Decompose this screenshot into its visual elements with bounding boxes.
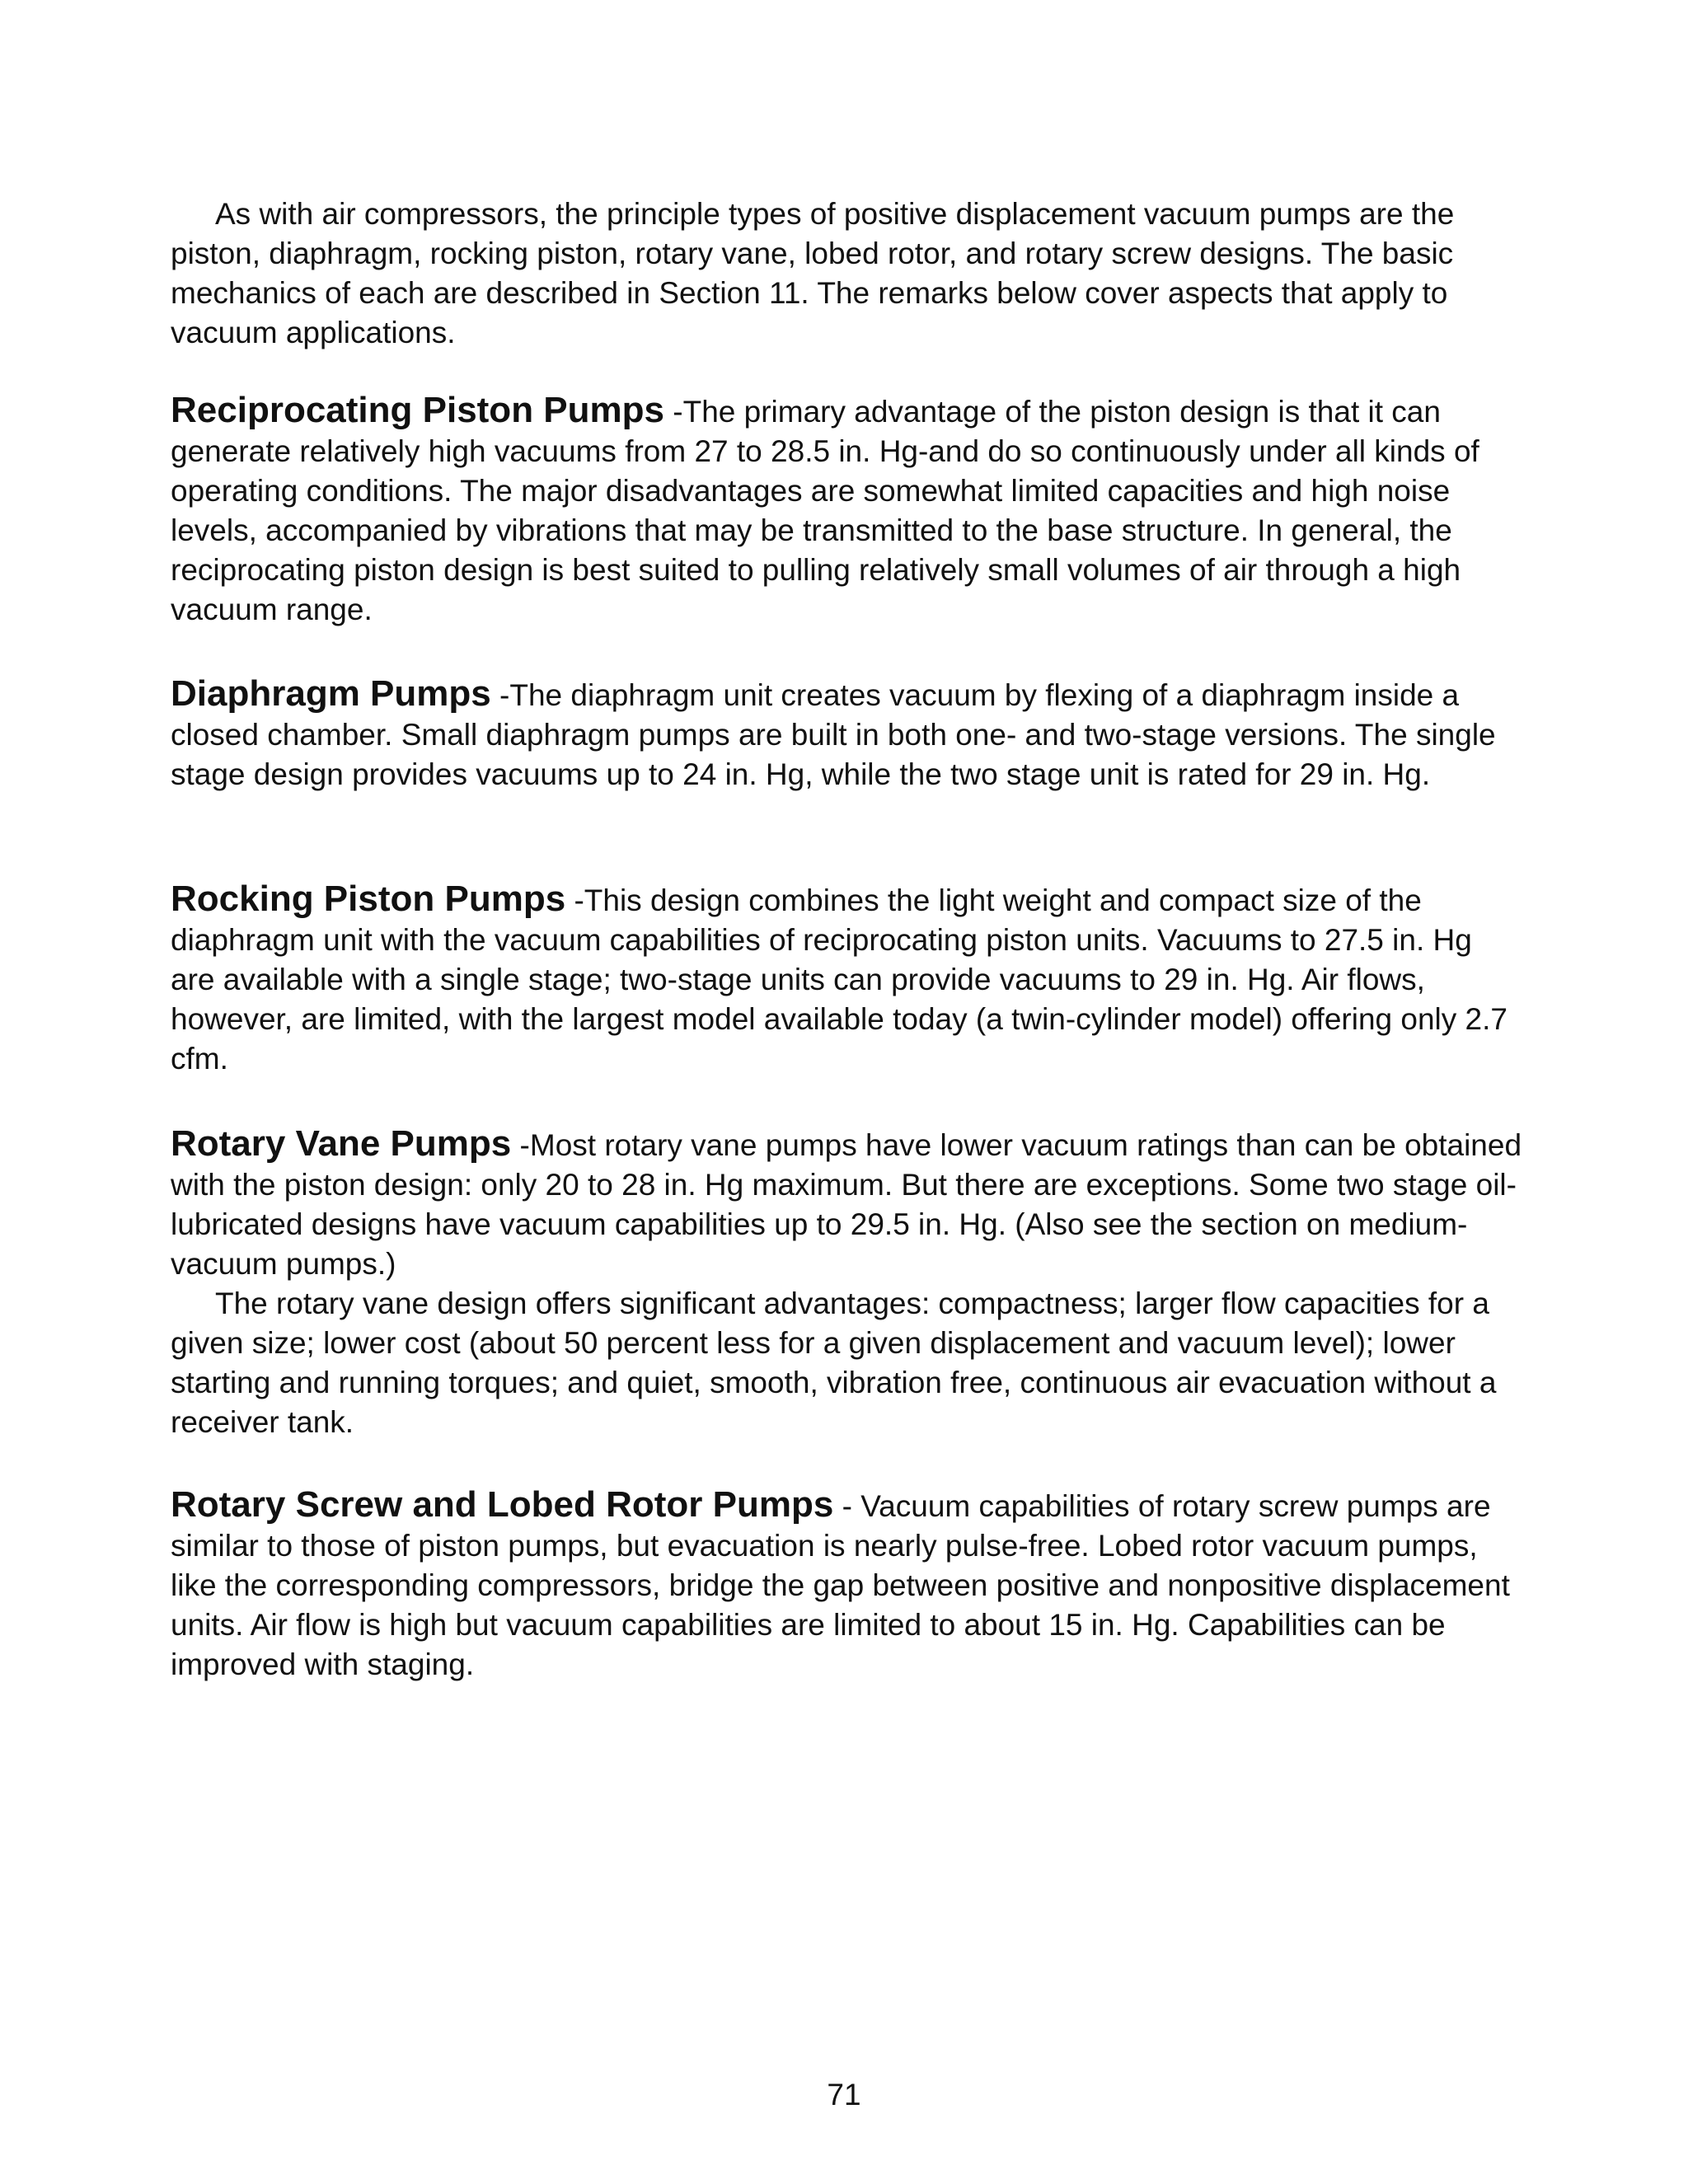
section-text: -The primary advantage of the piston design is that it can generate relatively high vacuums from 27 to 28.5 in. Hg-and do so continuously under all kinds of operating conditions. The major disadvantages are somewhat limited capacities and high noise levels, accompanied by vibrations that may be transmitted to the base structure. In general, the reciprocating piston design is best suited to pulling relatively small volumes of air through a high vacuum range. [171, 395, 1479, 626]
section-second-paragraph: The rotary vane design offers significant advantages: compactness; larger flow capacities for a given size; lower cost (about 50 percent less for a given displacement and vacuum level); lower starting and running torques; and quiet, smooth, vibration free, continuous air evacuation without a receiver tank. [171, 1286, 1497, 1439]
section-heading: Diaphragm Pumps [171, 673, 491, 714]
section-heading: Rocking Piston Pumps [171, 879, 566, 919]
page-number: 71 [827, 2078, 861, 2111]
section-reciprocating-piston [171, 391, 1522, 630]
section-rotary-screw-lobed-rotor [171, 1485, 1522, 1685]
section-rotary-vane [171, 1124, 1522, 1442]
section-text: -The diaphragm unit creates vacuum by flexing of a diaphragm inside a closed chamber. Small diaphragm pumps are built in both one- and two-stage versions. The single stage design provides vacuums up to 24 in. Hg, while the two stage unit is rated for 29 in. Hg. [171, 678, 1496, 791]
intro-text: As with air compressors, the principle types of positive displacement vacuum pumps are the piston, diaphragm, rocking piston, rotary vane, lobed rotor, and rotary screw designs. The basic mechanics of each are described in Section 11. The remarks below cover aspects that apply to vacuum applications. [171, 197, 1455, 349]
section-text: - Vacuum capabilities of rotary screw pumps are similar to those of piston pumps, but evacuation is nearly pulse-free. Lobed rotor vacuum pumps, like the corresponding compressors, bridge the gap between positive and nonpositive displacement units. Air flow is high but vacuum capabilities are limited to about 15 in. Hg. Capabilities can be improved with staging. [171, 1489, 1510, 1681]
section-diaphragm [171, 674, 1522, 794]
section-heading: Reciprocating Piston Pumps [171, 390, 664, 430]
section-text: -This design combines the light weight and compact size of the diaphragm unit with the vacuum capabilities of reciprocating piston units. Vacuums to 27.5 in. Hg are available with a single stage; two-stage units can provide vacuums to 29 in. Hg. Air flows, however, are limited, with the largest model available today (a twin-cylinder model) offering only 2.7 cfm. [171, 883, 1507, 1076]
section-heading: Rotary Vane Pumps [171, 1123, 512, 1164]
section-text: -Most rotary vane pumps have lower vacuum ratings than can be obtained with the piston design: only 20 to 28 in. Hg maximum. But there are exceptions. Some two stage oil-lubricated designs have vacuum capabilities up to 29.5 in. Hg. (Also see the section on medium-vacuum pumps.) [171, 1128, 1522, 1281]
intro-paragraph [171, 194, 1522, 353]
section-first-paragraph [171, 1124, 1522, 1284]
section-rocking-piston [171, 879, 1522, 1079]
section-heading: Rotary Screw and Lobed Rotor Pumps [171, 1484, 834, 1525]
